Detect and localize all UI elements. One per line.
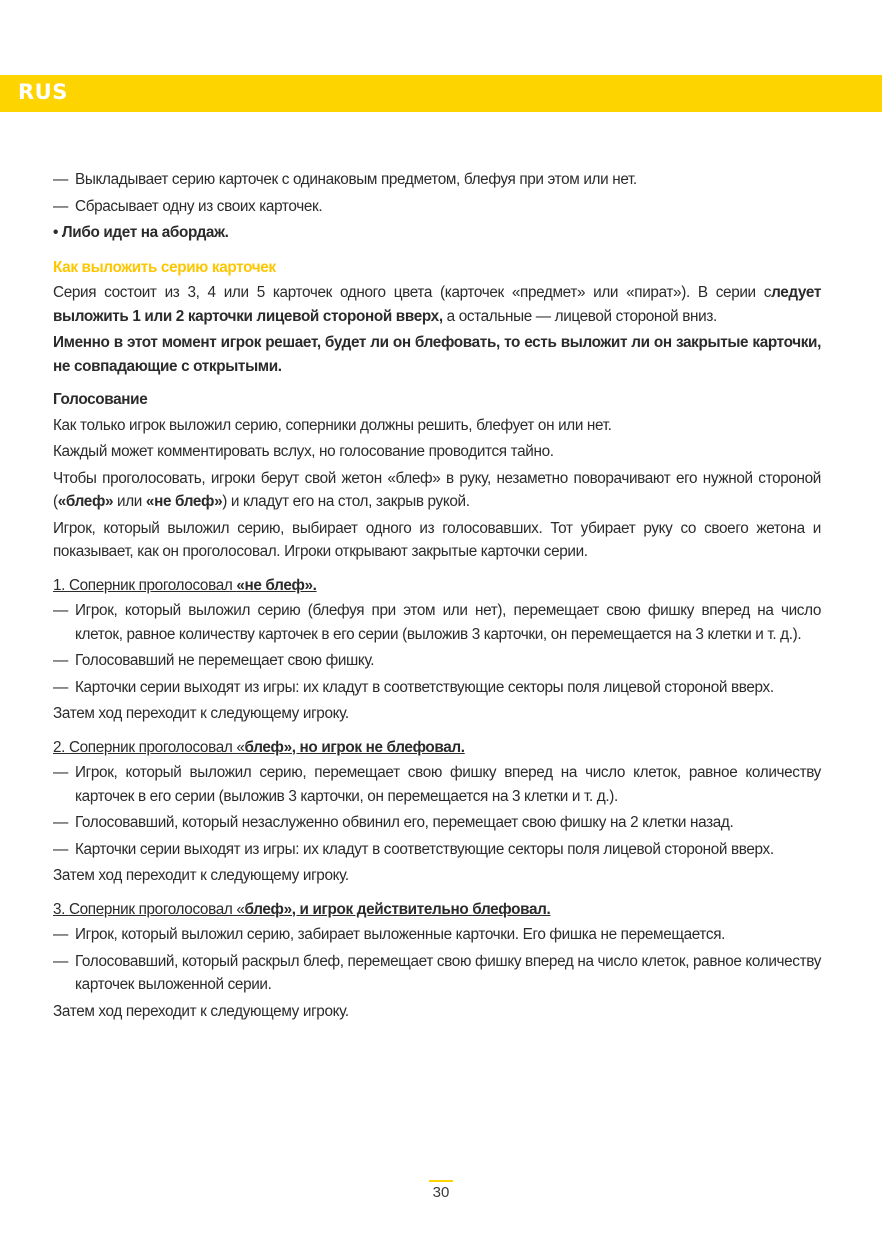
text-span: 3. Соперник проголосовал « xyxy=(53,900,245,918)
page-content xyxy=(53,168,821,1026)
page-footer xyxy=(0,1180,882,1201)
dash-marker: — xyxy=(53,926,68,943)
bold-span: блеф», и игрок действительно блефовал. xyxy=(244,900,551,918)
dash-marker: — xyxy=(53,840,68,858)
list-item-text: Карточки серии выходят из игры: их кладут в соответствующие секторы поля лицевой стороной вверх. xyxy=(75,678,774,696)
bold-span: «не блеф». xyxy=(236,576,317,594)
case-conclusion-3: Затем ход переходит к следующему игроку. xyxy=(53,1002,349,1020)
list-item xyxy=(53,168,821,192)
text-span: Серия состоит из 3, 4 или 5 карточек одного цвета (карточек «предмет» или «пират»). В серии с xyxy=(53,284,772,301)
voting-paragraph-1: Как только игрок выложил серию, соперники должны решить, блефует он или нет. xyxy=(53,416,612,434)
dash-marker: — xyxy=(53,678,68,696)
bold-span: ледует выложить 1 или 2 карточки лицевой стороной вверх, xyxy=(53,284,821,325)
series-paragraph-2: Именно в этот момент игрок решает, будет ли он блефовать, то есть выложит ли он закрытые карточки, не совпадающие с открытыми. xyxy=(53,334,821,375)
dash-marker: — xyxy=(53,814,68,831)
section-title-series: Как выложить серию карточек xyxy=(53,258,276,276)
list-item xyxy=(53,649,821,673)
series-paragraph-1 xyxy=(53,281,821,328)
text-span: а остальные — лицевой стороной вниз. xyxy=(442,307,717,325)
list-item-text: Игрок, который выложил серию, перемещает свою фишку вперед на число клеток, равное количеству карточек в его серии (выложив 3 карточки, он перемещается на 3 клетки и т. д.). xyxy=(75,764,821,805)
text-span: ) и кладут его на стол, закрыв рукой. xyxy=(222,493,470,510)
list-item xyxy=(53,195,821,219)
language-label: RUS xyxy=(18,80,68,104)
case-title-3 xyxy=(53,898,821,922)
list-item xyxy=(53,676,821,700)
dash-marker: — xyxy=(53,952,68,970)
text-span: или xyxy=(113,493,146,510)
page-number-rule xyxy=(429,1180,453,1182)
case-title-1 xyxy=(53,574,821,598)
text-span: 1. Соперник проголосовал xyxy=(53,576,237,594)
text-span: 2. Соперник проголосовал « xyxy=(53,738,245,756)
list-item-text: Выкладывает серию карточек с одинаковым предметом, блефуя при этом или нет. xyxy=(75,171,637,188)
list-item-text: Голосовавший, который раскрыл блеф, перемещает свою фишку вперед на число клеток, равное количеству карточек выложенной серии. xyxy=(75,952,821,993)
dash-marker: — xyxy=(53,764,68,781)
bold-span: «блеф» xyxy=(57,493,114,510)
dash-marker: — xyxy=(53,652,68,669)
dash-marker: — xyxy=(53,197,68,215)
list-item xyxy=(53,838,821,862)
language-header-bar xyxy=(0,75,882,112)
list-item xyxy=(53,950,821,997)
bold-span: «не блеф» xyxy=(145,493,223,510)
list-item-text: Голосовавший не перемещает свою фишку. xyxy=(75,652,375,669)
bullet-item-text: Либо идет на абордаж. xyxy=(61,224,229,241)
list-item xyxy=(53,811,821,835)
dash-marker: — xyxy=(53,171,68,188)
list-item xyxy=(53,761,821,808)
list-item-text: Карточки серии выходят из игры: их кладут в соответствующие секторы поля лицевой стороной вверх. xyxy=(75,840,774,858)
case-conclusion-1: Затем ход переходит к следующему игроку. xyxy=(53,705,349,722)
text-span: Чтобы проголосовать, игроки берут свой жетон «блеф» в руку, незаметно поворачивают его нужной стороной ( xyxy=(53,469,821,510)
list-item xyxy=(53,599,821,646)
list-item-text: Игрок, который выложил серию, забирает выложенные карточки. Его фишка не перемещается. xyxy=(75,926,726,943)
list-item-text: Сбрасывает одну из своих карточек. xyxy=(75,197,323,215)
section-title-voting: Голосование xyxy=(53,391,148,408)
page-number: 30 xyxy=(432,1184,450,1201)
list-item-text: Голосовавший, который незаслуженно обвинил его, перемещает свою фишку на 2 клетки назад. xyxy=(75,814,734,831)
voting-paragraph-2: Каждый может комментировать вслух, но голосование проводится тайно. xyxy=(53,443,554,460)
list-item-text: Игрок, который выложил серию (блефуя при этом или нет), перемещает свою фишку вперед на число клеток, равное количеству карточек в его серии (выложив 3 карточки, он перемещается на 3 клетки и т. д.). xyxy=(75,602,821,643)
bullet-icon: • xyxy=(53,224,59,241)
list-item xyxy=(53,923,821,947)
bullet-item xyxy=(53,221,821,245)
dash-marker: — xyxy=(53,602,68,619)
voting-paragraph-4: Игрок, который выложил серию, выбирает одного из голосовавших. Тот убирает руку со своего жетона и показывает, как он проголосовал. Игроки открывают закрытые карточки серии. xyxy=(53,519,821,560)
case-conclusion-2: Затем ход переходит к следующему игроку. xyxy=(53,867,349,884)
case-title-2 xyxy=(53,736,821,760)
bold-span: блеф», но игрок не блефовал. xyxy=(244,738,465,756)
voting-paragraph-3 xyxy=(53,467,821,514)
